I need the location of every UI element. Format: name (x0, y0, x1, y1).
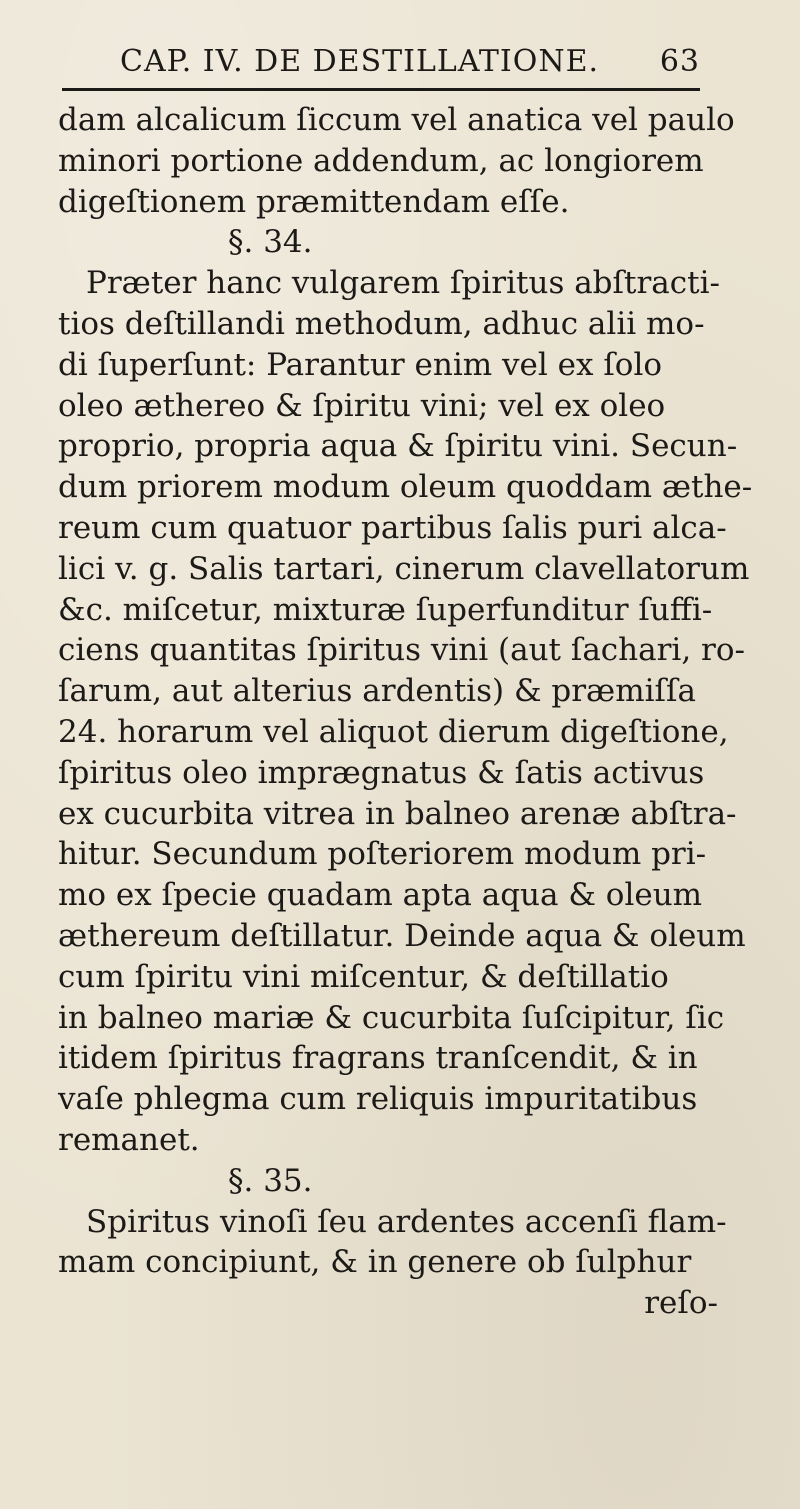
text-line: proprio, propria aqua & ſpiritu vini. Secun- (58, 428, 738, 465)
text-line: dam alcalicum ſiccum vel anatica vel paulo (58, 102, 735, 138)
text-line: hitur. Secundum poſteriorem modum pri- (58, 836, 707, 873)
text-line: digeſtionem præmittendam eſſe. (58, 183, 570, 220)
text-line: æthereum deſtillatur. Deinde aqua & oleum (58, 917, 746, 954)
paragraph-start: Spiritus vinoſi ſeu ardentes accenſi flam- (86, 1203, 727, 1240)
text-line: vaſe phlegma cum reliquis impuritatibus (58, 1081, 698, 1118)
text-line: cum ſpiritu vini miſcentur, & deſtillatio (58, 958, 669, 995)
body-text (58, 100, 753, 1324)
text-line: oleo æthereo & ſpiritu vini; vel ex oleo (58, 387, 666, 424)
catchword: reſo- (644, 1285, 718, 1322)
text-line: ciens quantitas ſpiritus vini (aut ſachari, ro- (58, 632, 746, 669)
chapter-title: CAP. IV. DE DESTILLATIONE. (120, 44, 600, 79)
text-line: ſpiritus oleo imprægnatus & ſatis activus (58, 754, 705, 791)
text-line: mo ex ſpecie quadam apta aqua & oleum (58, 877, 703, 914)
running-head (120, 44, 700, 84)
text-line: 24. horarum vel aliquot dierum digeſtione, (58, 713, 729, 750)
text-line: di ſuperſunt: Parantur enim vel ex ſolo (58, 346, 663, 383)
text-line: ex cucurbita vitrea in balneo arenæ abſtra- (58, 795, 737, 832)
header-rule (62, 88, 700, 91)
text-line: dum priorem modum oleum quoddam æthe- (58, 469, 753, 506)
text-line: remanet. (58, 1121, 200, 1158)
text-line: lici v. g. Salis tartari, cinerum clavellatorum (58, 550, 750, 587)
text-line: mam concipiunt, & in genere ob ſulphur (58, 1244, 692, 1281)
text-line: &c. miſcetur, mixturæ ſuperfunditur ſuffi- (58, 591, 713, 628)
text-line: ſarum, aut alterius ardentis) & præmiſſa (58, 673, 696, 710)
page-number: 63 (659, 44, 700, 79)
text-line: tios deſtillandi methodum, adhuc alii mo- (58, 305, 705, 342)
text-line: reum cum quatuor partibus ſalis puri alca- (58, 509, 727, 546)
text-line: itidem ſpiritus fragrans tranſcendit, & in (58, 1040, 698, 1077)
section-heading-35: §. 35. (228, 1162, 313, 1199)
text-line: in balneo mariæ & cucurbita ſuſcipitur, ſic (58, 999, 725, 1036)
text-line: minori portione addendum, ac longiorem (58, 142, 704, 179)
paragraph-start: Præter hanc vulgarem ſpiritus abſtracti- (86, 265, 720, 302)
section-heading-34: §. 34. (228, 224, 313, 261)
